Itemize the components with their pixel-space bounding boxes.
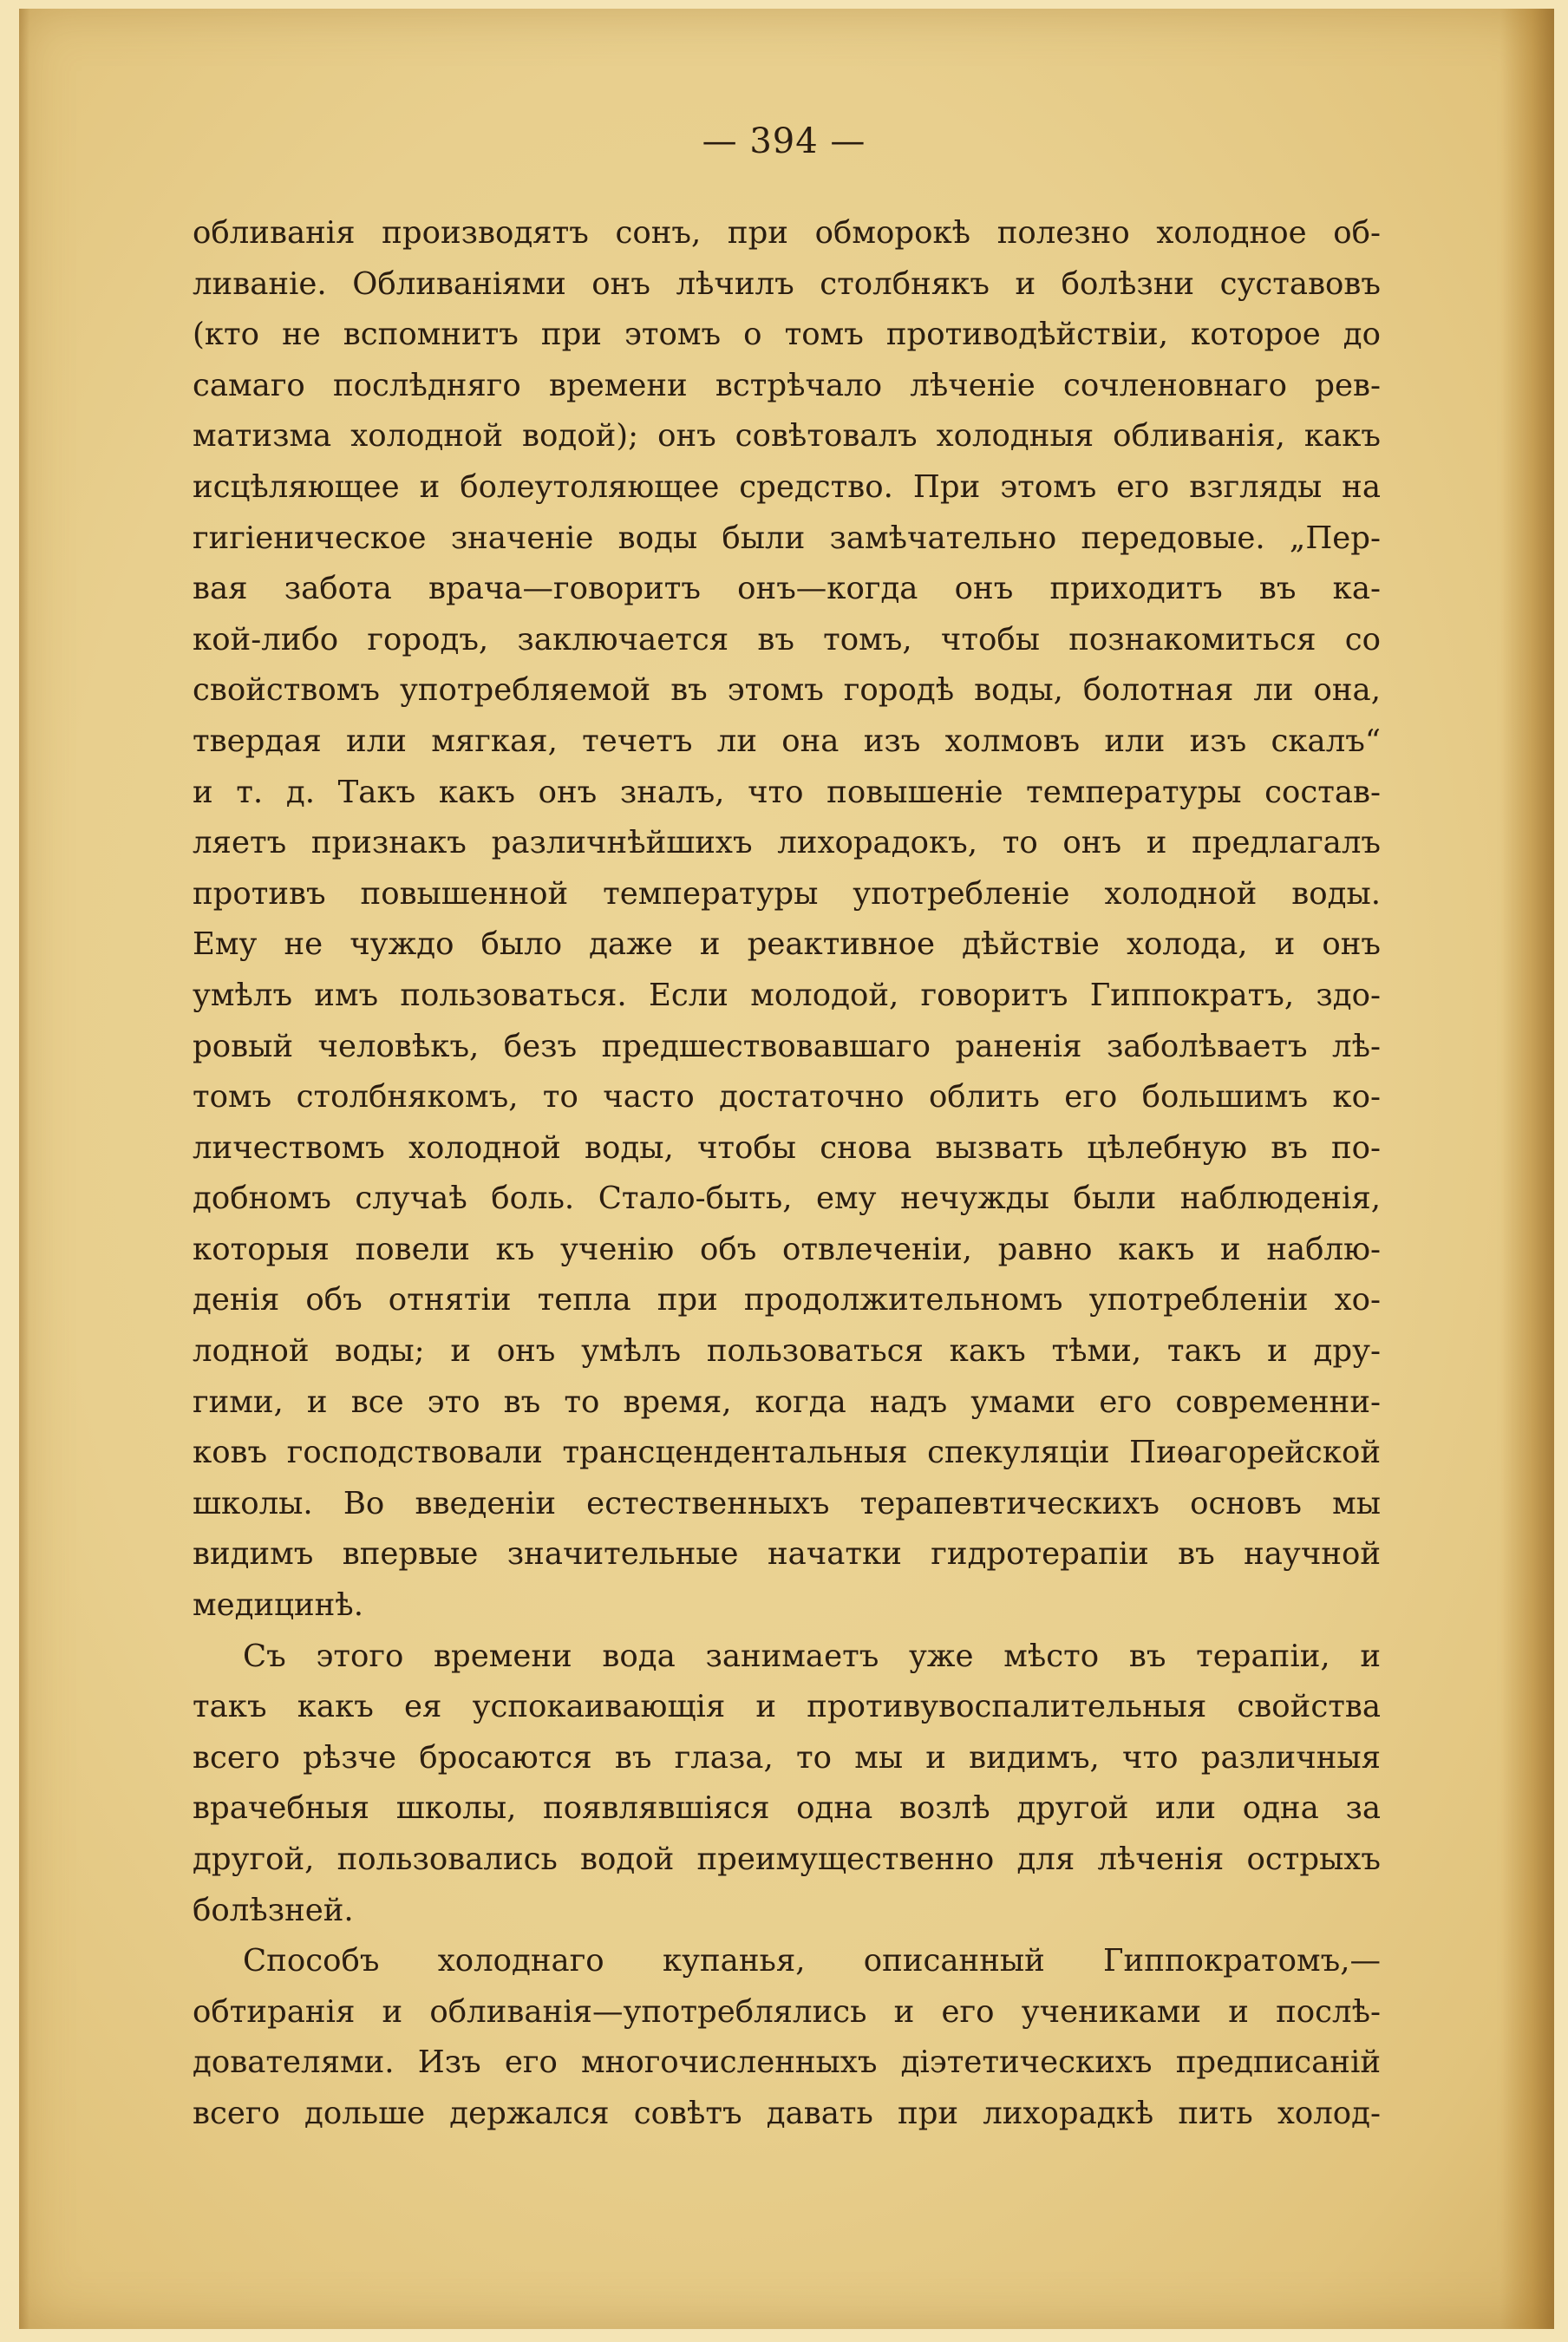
- paragraph-3: [193, 1936, 1381, 2139]
- paragraph-2: [193, 1632, 1381, 1937]
- text-line: исцѣляющее и болеутоляющее средство. При этомъ его взгляды на: [193, 468, 1381, 505]
- text-line: другой, пользовались водой преимущественно для лѣченія острыхъ: [193, 1842, 1381, 1877]
- paper-left-edge: [19, 9, 29, 2329]
- text-line: Съ этого времени вода занимаетъ уже мѣсто въ терапіи, и: [243, 1638, 1381, 1674]
- paper-right-shadow: [1500, 9, 1554, 2329]
- text-line: личествомъ холодной воды, чтобы снова вызвать цѣлебную въ по-: [193, 1129, 1381, 1166]
- body-text: [193, 208, 1381, 2140]
- text-line: свойствомъ употребляемой въ этомъ городѣ воды, болотная ли она,: [193, 672, 1381, 709]
- text-line: Ему не чуждо было даже и реактивное дѣйствіе холода, и онъ: [193, 926, 1381, 963]
- text-line: всего рѣзче бросаются въ глаза, то мы и видимъ, что различныя: [193, 1739, 1381, 1776]
- text-line: денія объ отнятіи тепла при продолжительномъ употребленіи хо-: [193, 1282, 1381, 1318]
- text-line: всего дольше держался совѣтъ давать при лихорадкѣ пить холод-: [193, 2095, 1381, 2131]
- text-line: ливаніе. Обливаніями онъ лѣчилъ столбнякъ и болѣзни суставовъ: [193, 265, 1381, 302]
- text-line: врачебныя школы, появлявшіяся одна возлѣ другой или одна за: [193, 1790, 1381, 1827]
- text-line: (кто не вспомнитъ при этомъ о томъ противодѣйствіи, которое до: [193, 317, 1381, 353]
- text-line: вая забота врача—говоритъ онъ—когда онъ приходитъ въ ка-: [193, 571, 1381, 607]
- text-line: ровый человѣкъ, безъ предшествовавшаго раненія заболѣваетъ лѣ-: [193, 1028, 1381, 1064]
- text-line: матизма холодной водой); онъ совѣтовалъ холодныя обливанія, какъ: [193, 418, 1381, 455]
- text-line: гими, и все это въ то время, когда надъ умами его современни-: [193, 1384, 1381, 1420]
- text-line: самаго послѣдняго времени встрѣчало лѣченіе сочленовнаго рев-: [193, 367, 1381, 403]
- text-line: болѣзней.: [193, 1892, 354, 1928]
- text-line: лодной воды; и онъ умѣлъ пользоваться какъ тѣми, такъ и дру-: [193, 1333, 1381, 1370]
- text-line: видимъ впервые значительные начатки гидротерапіи въ научной: [193, 1536, 1381, 1573]
- text-line: обливанія производятъ сонъ, при обморокѣ полезно холодное об-: [193, 215, 1381, 251]
- text-line: твердая или мягкая, течетъ ли она изъ холмовъ или изъ скалъ“: [193, 723, 1381, 759]
- text-line: дователями. Изъ его многочисленныхъ діэтетическихъ предписаній: [193, 2044, 1381, 2081]
- text-line: ковъ господствовали трансцендентальныя спекуляціи Пиѳагорейской: [193, 1435, 1381, 1471]
- text-line: и т. д. Такъ какъ онъ зналъ, что повышеніе температуры состав-: [193, 774, 1381, 810]
- text-line: томъ столбнякомъ, то часто достаточно облить его большимъ ко-: [193, 1079, 1381, 1115]
- text-line: гигіеническое значеніе воды были замѣчательно передовые. „Пер-: [193, 520, 1381, 556]
- text-line: медицинѣ.: [193, 1587, 363, 1624]
- text-line: добномъ случаѣ боль. Стало-быть, ему нечужды были наблюденія,: [193, 1181, 1381, 1217]
- text-line: обтиранія и обливанія—употреблялись и его учениками и послѣ-: [193, 1993, 1381, 2030]
- text-line: такъ какъ ея успокаивающія и противувоспалительныя свойства: [193, 1689, 1381, 1725]
- text-line: умѣлъ имъ пользоваться. Если молодой, говоритъ Гиппократъ, здо-: [193, 977, 1381, 1013]
- text-line: противъ повышенной температуры употребленіе холодной воды.: [193, 875, 1381, 912]
- text-line: ляетъ признакъ различнѣйшихъ лихорадокъ, то онъ и предлагалъ: [193, 825, 1381, 861]
- paragraph-1: [193, 208, 1381, 1632]
- text-line: которыя повели къ ученію объ отвлеченіи, равно какъ и наблю-: [193, 1231, 1381, 1267]
- text-line: Способъ холоднаго купанья, описанный Гиппократомъ,—: [243, 1943, 1381, 1979]
- page-number: — 394 —: [702, 121, 866, 161]
- text-line: кой-либо городъ, заключается въ томъ, чтобы познакомиться со: [193, 621, 1381, 657]
- text-line: школы. Во введеніи естественныхъ терапевтическихъ основъ мы: [193, 1485, 1381, 1521]
